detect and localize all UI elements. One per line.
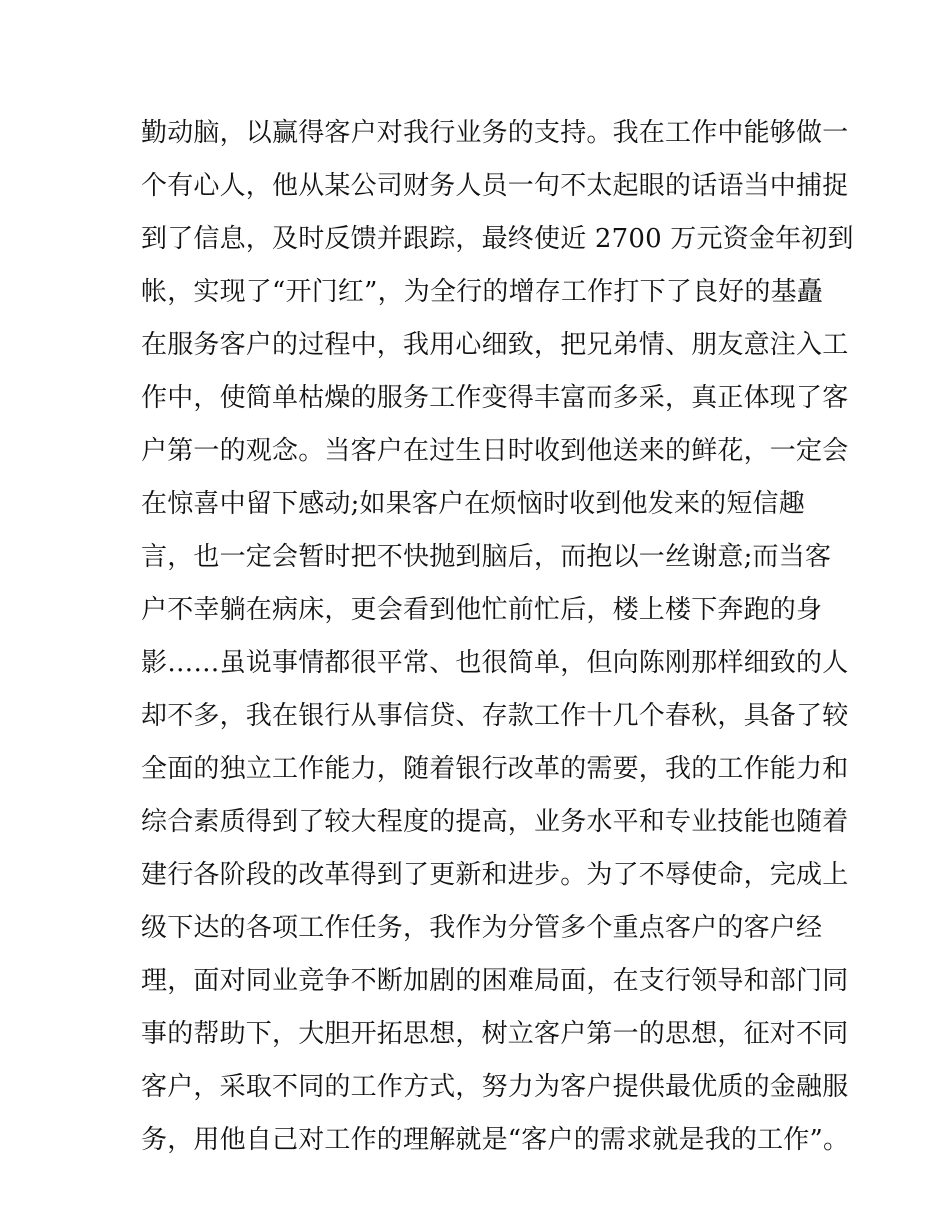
text-line-7: 户第一的观念。当客户在过生日时收到他送来的鲜花，一定会	[141, 436, 849, 466]
text-line-18: 事的帮助下，大胆开拓思想，树立客户第一的思想，征对不同	[141, 1019, 849, 1049]
text-line-5: 在服务客户的过程中，我用心细致，把兄弟情、朋友意注入工	[141, 330, 849, 360]
text-line-14: 综合素质得到了较大程度的提高，业务水平和专业技能也随着	[141, 807, 849, 837]
text-line-17: 理，面对同业竞争不断加剧的困难局面，在支行领导和部门同	[141, 966, 849, 996]
text-line-2: 个有心人，他从某公司财务人员一句不太起眼的话语当中捕捉	[141, 171, 849, 201]
text-line-9: 言，也一定会暂时把不快抛到脑后，而抱以一丝谢意;而当客	[141, 542, 832, 572]
text-line-10: 户不幸躺在病床，更会看到他忙前忙后，楼上楼下奔跑的身	[141, 595, 823, 625]
text-line-3: 到了信息，及时反馈并跟踪，最终使近 2700 万元资金年初到	[141, 224, 854, 254]
text-line-12: 却不多，我在银行从事信贷、存款工作十几个春秋，具备了较	[141, 701, 849, 731]
text-line-13: 全面的独立工作能力，随着银行改革的需要，我的工作能力和	[141, 754, 849, 784]
text-line-15: 建行各阶段的改革得到了更新和进步。为了不辱使命，完成上	[141, 860, 849, 890]
text-line-6: 作中，使简单枯燥的服务工作变得丰富而多采，真正体现了客	[141, 383, 849, 413]
text-line-8: 在惊喜中留下感动;如果客户在烦恼时收到他发来的短信趣	[141, 489, 805, 519]
text-line-1: 勤动脑，以赢得客户对我行业务的支持。我在工作中能够做一	[141, 118, 849, 148]
text-line-20: 务，用他自己对工作的理解就是“客户的需求就是我的工作”。	[141, 1125, 850, 1155]
text-line-11: 影……虽说事情都很平常、也很简单，但向陈刚那样细致的人	[141, 648, 849, 678]
text-line-16: 级下达的各项工作任务，我作为分管多个重点客户的客户经	[141, 913, 823, 943]
text-line-19: 客户，采取不同的工作方式，努力为客户提供最优质的金融服	[141, 1072, 849, 1102]
text-line-4: 帐，实现了“开门红”，为全行的增存工作打下了良好的基矗	[141, 277, 823, 307]
body-text	[141, 107, 854, 1167]
